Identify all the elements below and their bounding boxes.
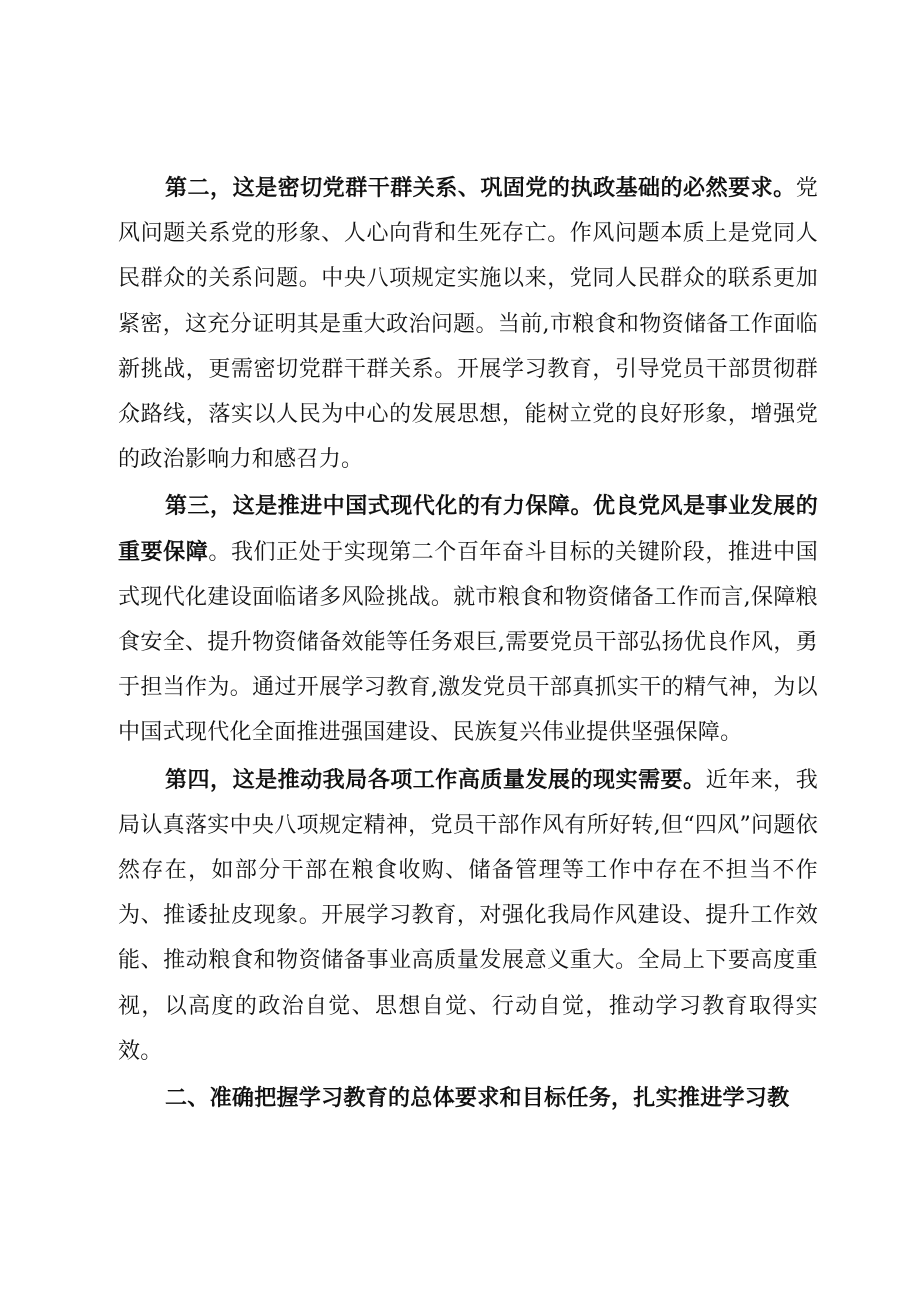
paragraph-second-point [118,166,818,482]
paragraph-text: 。我们正处于实现第二个百年奋斗目标的关键阶段，推进中国式现代化建设面临诸多风险挑战。就市粮食和物资储备工作而言,保障粮食安全、提升物资储备效能等任务艰巨,需要党员干部弘扬优良作风，勇于担当作为。通过开展学习教育,激发党员干部真抓实干的精气神，为以中国式现代化全面推进强国建设、民族复兴伟业提供坚强保障。 [118,539,818,746]
section-heading: 二、准确把握学习教育的总体要求和目标任务，扎实推进学习教 [165,1085,790,1112]
paragraph-fourth-point [118,758,818,1074]
paragraph-lead: 第四，这是推动我局各项工作高质量发展的现实需要。 [165,766,706,793]
paragraph-lead: 第二，这是密切党群干群关系、巩固党的执政基础的必然要求。 [165,175,796,201]
paragraph-text: 党风问题关系党的形象、人心向背和生死存亡。作风问题本质上是党同人民群众的关系问题。中央八项规定实施以来，党同人民群众的联系更加紧密，这充分证明其是重大政治问题。当前,市粮食和物资储备工作面临新挑战，更需密切党群干群关系。开展学习教育，引导党员干部贯彻群众路线，落实以人民为中心的发展思想，能树立党的良好形象，增强党的政治影响力和感召力。 [118,176,818,473]
paragraph-lead: 第三，这是推进中国式现代化的有力保障。优良党风是事业发展的重要保障 [118,493,818,565]
document-body [118,166,818,1123]
paragraph-text: 近年来，我局认真落实中央八项规定精神，党员干部作风有所好转,但“四风”问题依然存在，如部分干部在粮食收购、储备管理等工作中存在不担当不作为、推诿扯皮现象。开展学习教育，对强化我局作风建设、提升工作效能、推动粮食和物资储备事业高质量发展意义重大。全局上下要高度重视，以高度的政治自觉、思想自觉、行动自觉，推动学习教育取得实效。 [118,767,818,1064]
paragraph-third-point [118,484,818,755]
